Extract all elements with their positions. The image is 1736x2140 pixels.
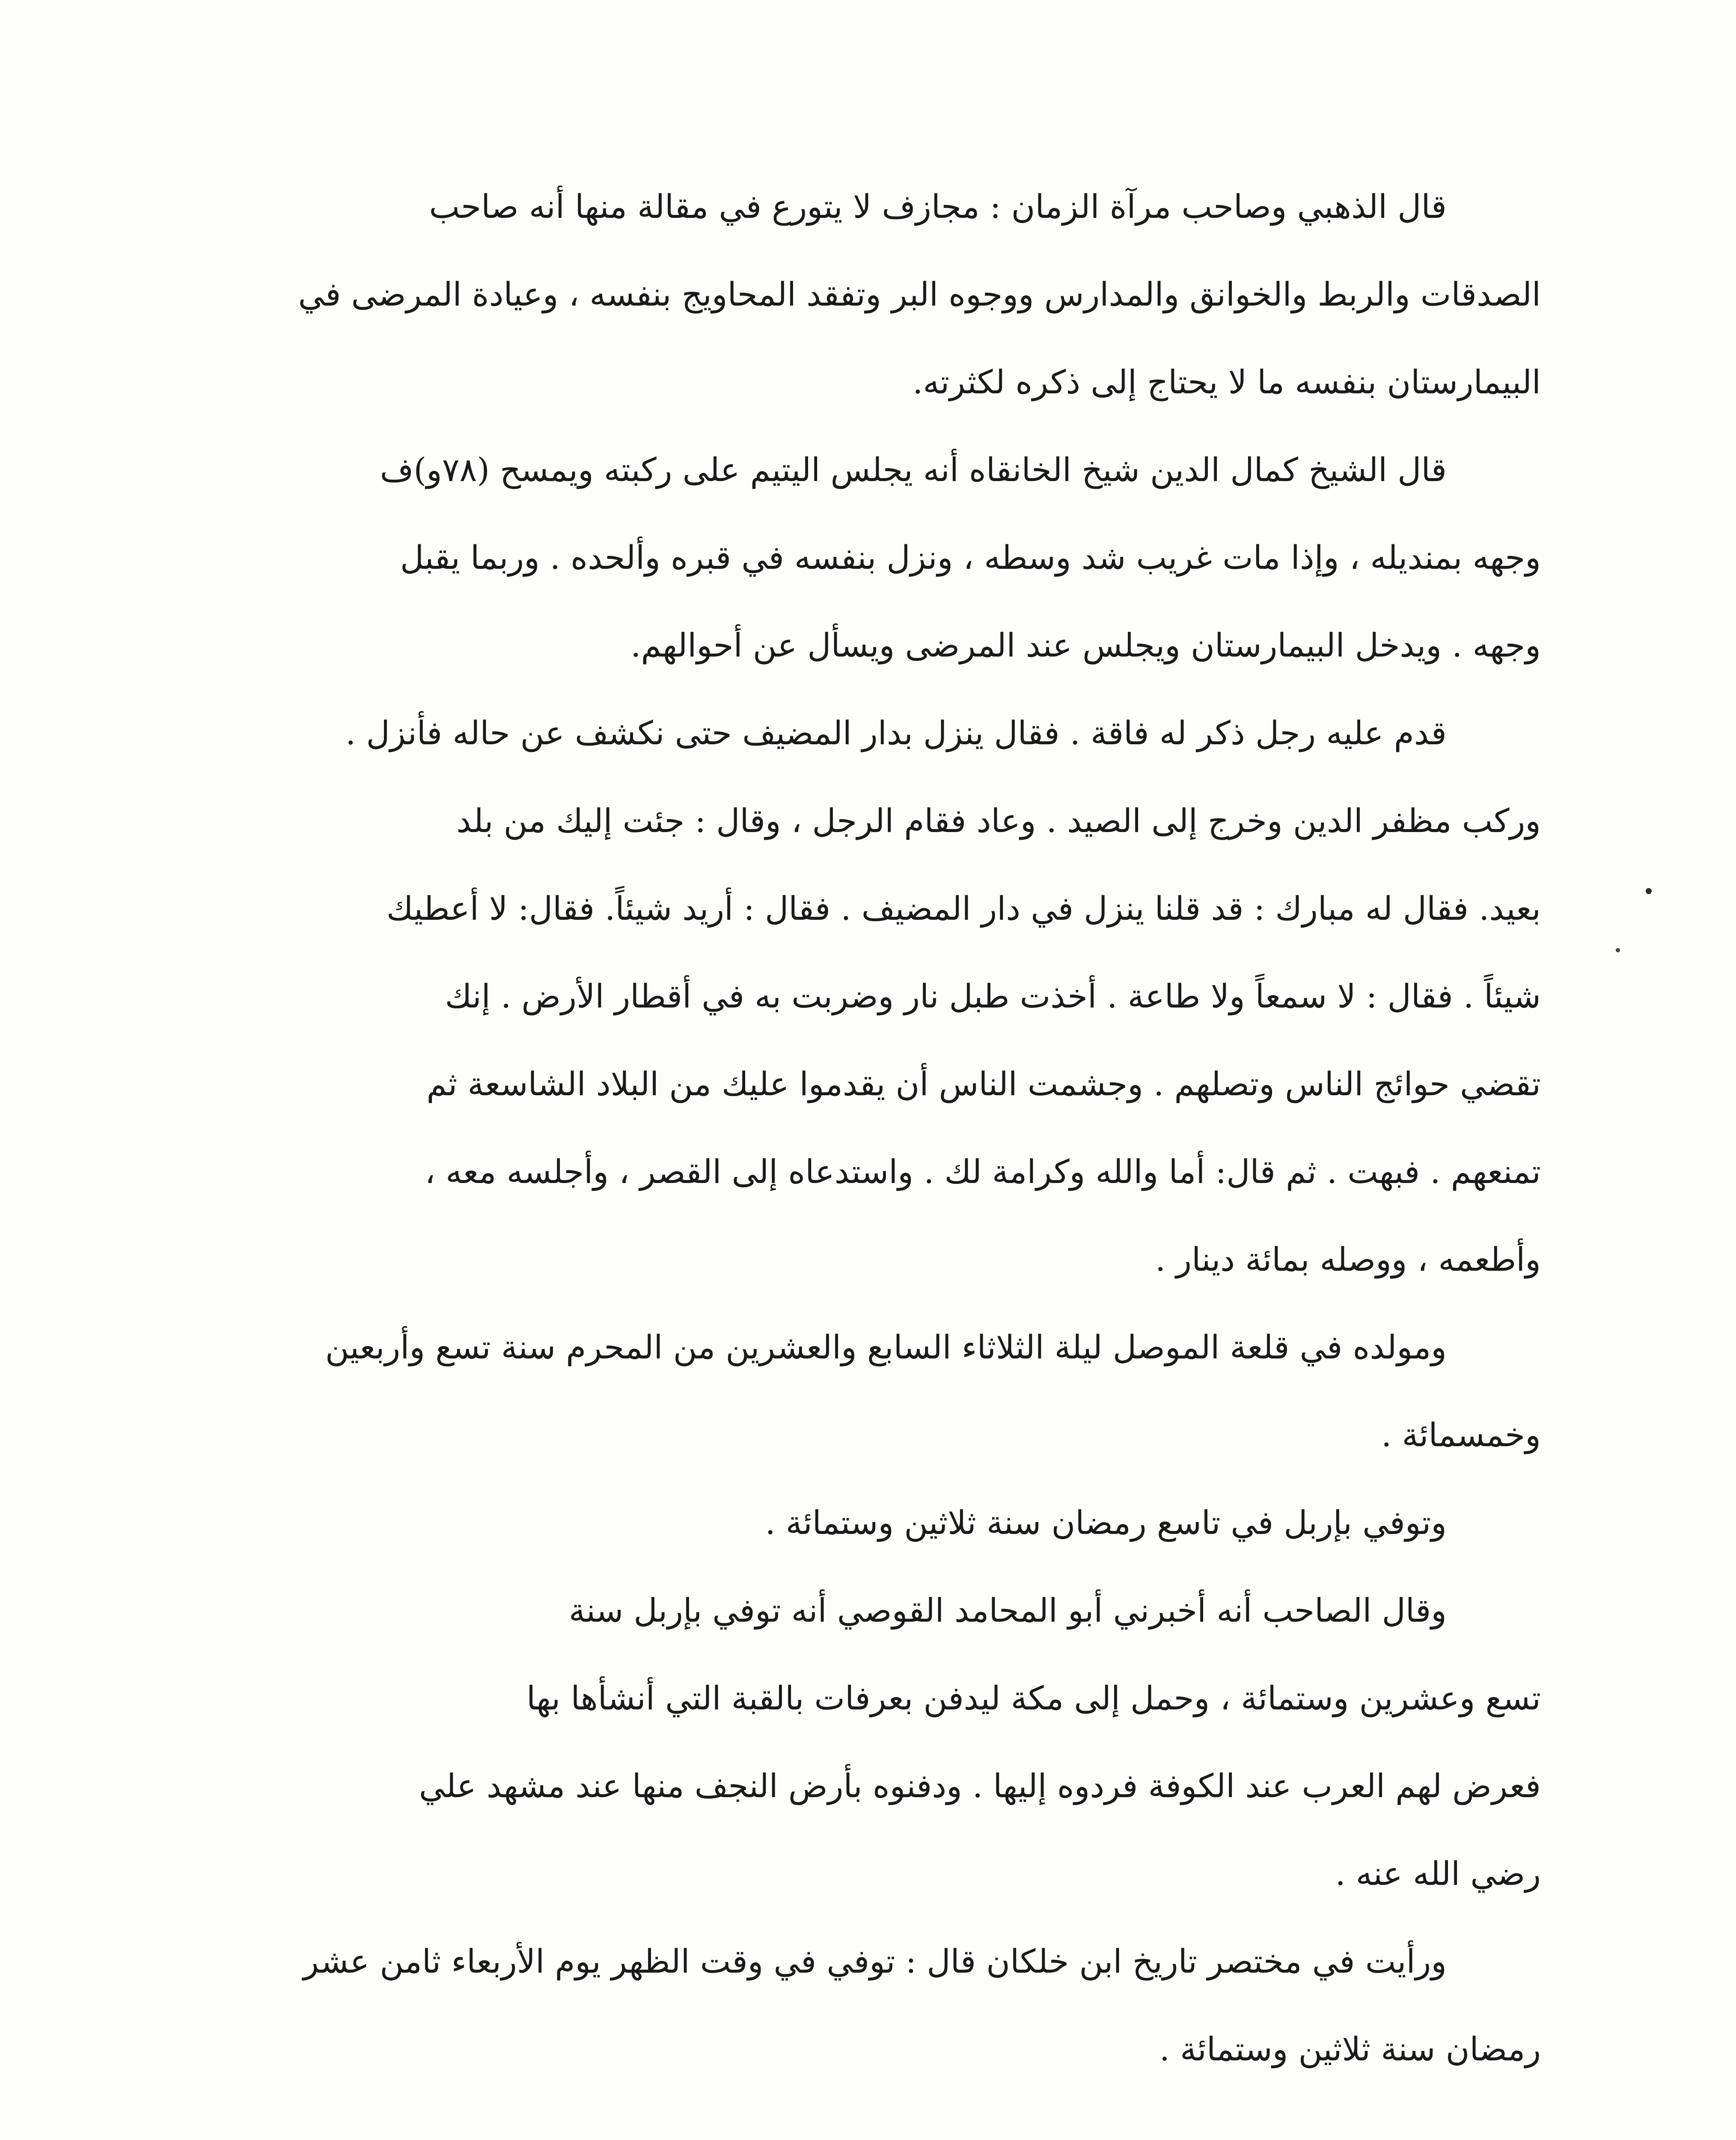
paragraph <box>201 1566 1541 1917</box>
text-line: وجهه بمنديله ، وإذا مات غريب شد وسطه ، ونزل بنفسه في قبره وألحده . وربما يقبل <box>400 538 1541 577</box>
text-line: وقال الصاحب أنه أخبرني أبو المحامد القوصي أنه توفي بإربل سنة <box>569 1591 1447 1629</box>
text-line: ومولده في قلعة الموصل ليلة الثلاثاء السابع والعشرين من المحرم سنة تسع وأربعين <box>325 1328 1447 1366</box>
text-line: البيمارستان بنفسه ما لا يحتاج إلى ذكره لكثرته. <box>913 363 1541 401</box>
text-line: قال الذهبي وصاحب مرآة الزمان : مجازف لا يتورع في مقالة منها أنه صاحب <box>429 187 1447 226</box>
text-line: وركب مظفر الدين وخرج إلى الصيد . وعاد فقام الرجل ، وقال : جئت إليك من بلد <box>456 802 1541 840</box>
text-line: قدم عليه رجل ذكر له فاقة . فقال ينزل بدار المضيف حتى نكشف عن حاله فأنزل . <box>345 714 1447 752</box>
text-line: رضي الله عنه . <box>1335 1855 1541 1893</box>
text-line: وأطعمه ، ووصله بمائة دينار . <box>1155 1240 1541 1278</box>
scan-speck <box>1616 948 1620 952</box>
text-line: وخمسمائة . <box>1381 1416 1541 1454</box>
text-line: بعيد. فقال له مبارك : قد قلنا ينزل في دار المضيف . فقال : أريد شيئاً. فقال: لا أعطيك <box>386 889 1541 927</box>
text-line: وجهه . ويدخل البيمارستان ويجلس عند المرضى ويسأل عن أحوالهم. <box>630 626 1541 664</box>
paragraph <box>201 426 1541 689</box>
text-line: رمضان سنة ثلاثين وستمائة . <box>1159 2030 1541 2068</box>
text-line: تقضي حوائج الناس وتصلهم . وجشمت الناس أن يقدموا عليك من البلاد الشاسعة ثم <box>426 1065 1541 1103</box>
text-line: قال الشيخ كمال الدين شيخ الخانقاه أنه يجلس اليتيم على ركبته ويمسح (٧٨و)ف <box>380 451 1447 489</box>
text-line: وتوفي بإربل في تاسع رمضان سنة ثلاثين وستمائة . <box>765 1504 1447 1542</box>
text-line: فعرض لهم العرب عند الكوفة فردوه إليها . ودفنوه بأرض النجف منها عند مشهد علي <box>419 1767 1541 1805</box>
body-text <box>201 163 1541 2093</box>
text-line: الصدقات والربط والخوانق والمدارس ووجوه البر وتفقد المحاويج بنفسه ، وعيادة المرضى في <box>298 275 1541 313</box>
paragraph <box>201 163 1541 426</box>
paragraph <box>201 1303 1541 1479</box>
paragraph <box>201 1917 1541 2093</box>
paragraph <box>201 1479 1541 1566</box>
text-line: ورأيت في مختصر تاريخ ابن خلكان قال : توفي في وقت الظهر يوم الأربعاء ثامن عشر <box>303 1942 1447 1980</box>
text-line: تسع وعشرين وستمائة ، وحمل إلى مكة ليدفن بعرفات بالقبة التي أنشأها بها <box>526 1679 1541 1717</box>
text-line: تمنعهم . فبهت . ثم قال: أما والله وكرامة لك . واستدعاه إلى القصر ، وأجلسه معه ، <box>425 1153 1541 1191</box>
scan-speck <box>1646 888 1652 894</box>
paragraph <box>201 689 1541 1303</box>
text-line: شيئاً . فقال : لا سمعاً ولا طاعة . أخذت طبل نار وضربت به في أقطار الأرض . إنك <box>445 977 1541 1015</box>
